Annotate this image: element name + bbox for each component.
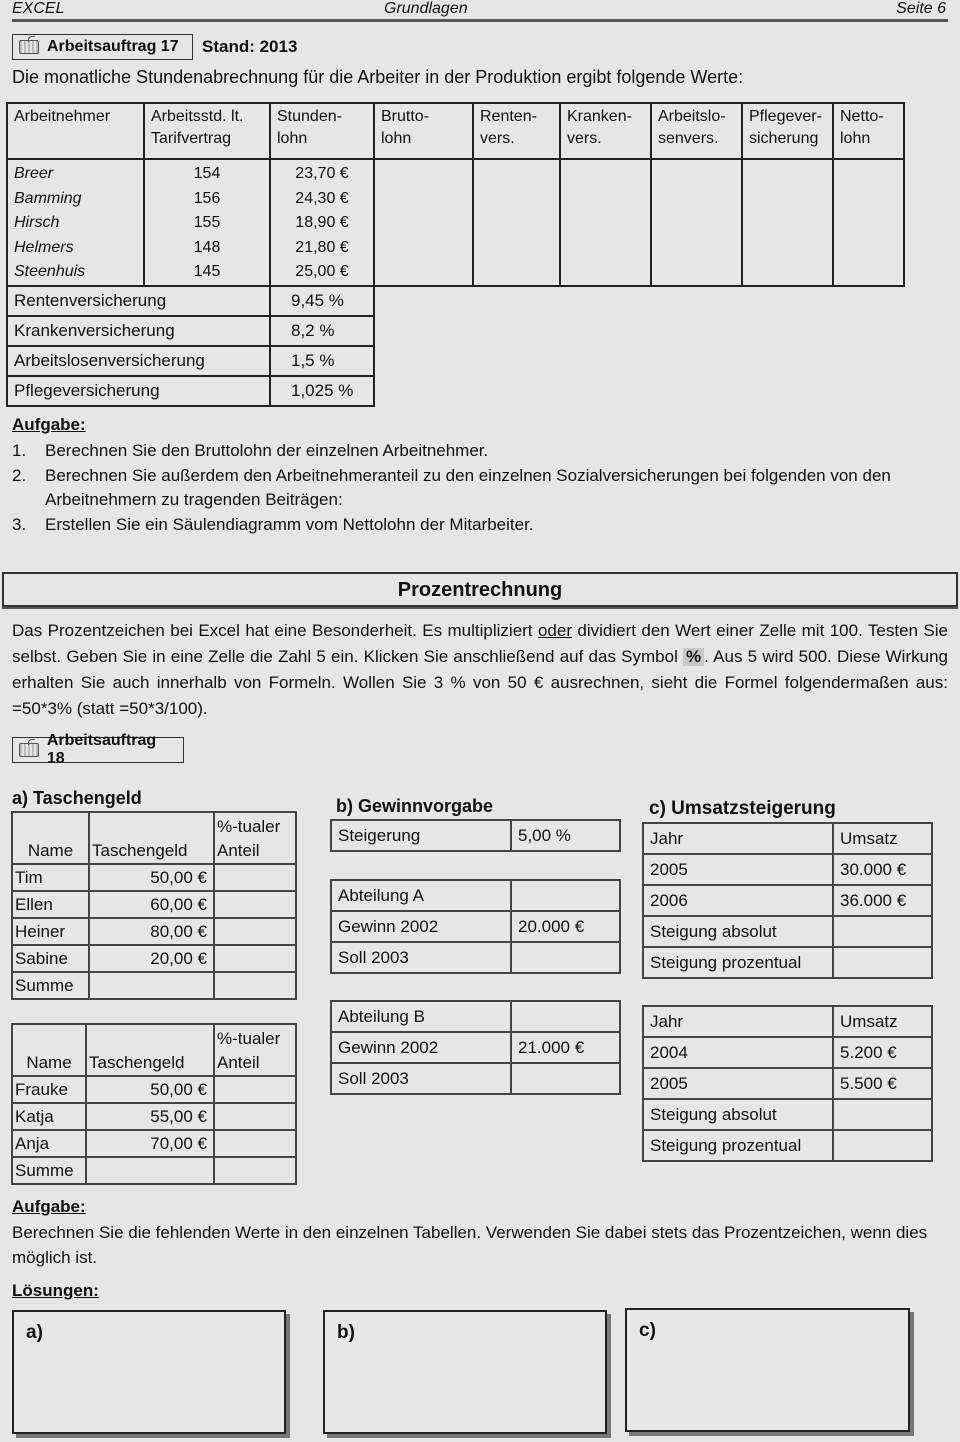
table-cell: 60,00 € — [89, 891, 214, 918]
table-row — [331, 1001, 620, 1032]
table-cell — [374, 346, 904, 376]
rate-label: Krankenversicherung — [7, 316, 270, 346]
page-number: Seite 6 — [896, 0, 946, 17]
wage-table-body — [7, 159, 904, 286]
table-row — [331, 942, 620, 973]
table-row — [643, 823, 932, 854]
task-18-label — [12, 732, 184, 767]
result-cell[interactable] — [833, 1130, 932, 1161]
table-row — [12, 1130, 296, 1157]
col-header: Taschengeld — [86, 1024, 214, 1076]
table-cell: Summe — [12, 1157, 86, 1184]
header-left: EXCEL — [12, 0, 65, 17]
table-cell: Soll 2003 — [331, 1063, 511, 1094]
employee-hours: 154 156 155 148 145 — [144, 159, 270, 286]
task-list — [12, 439, 942, 537]
table-cell — [511, 880, 620, 911]
stand-label: Stand: 2013 — [202, 37, 298, 56]
table-cell: Abteilung B — [331, 1001, 511, 1032]
table-cell — [374, 376, 904, 406]
wage-table-header — [7, 103, 904, 159]
table-cell: 2006 — [643, 885, 833, 916]
share-cell[interactable] — [214, 1130, 296, 1157]
table-cell: 80,00 € — [89, 918, 214, 945]
table-cell: Gewinn 2002 — [331, 911, 511, 942]
section-b-title: b) Gewinnvorgabe — [336, 796, 494, 816]
table-row — [12, 1103, 296, 1130]
result-cell[interactable] — [833, 947, 932, 978]
table-cell: Sabine — [12, 945, 89, 972]
rate-label: Rentenversicherung — [7, 286, 270, 316]
task-item: 2. Berechnen Sie außerdem den Arbeitnehmeranteil zu den einzelnen Sozialversicherungen bei folgenden von den Arbeitnehmern zu tragenden Beiträgen: — [12, 465, 891, 509]
col-header: %-tualer Anteil — [214, 812, 296, 864]
target-cell[interactable] — [511, 1063, 620, 1094]
target-cell[interactable] — [511, 942, 620, 973]
col-header: Arbeitnehmer — [7, 103, 144, 159]
wage-table — [6, 102, 905, 407]
task-17-intro: Die monatliche Stundenabrechnung für die Arbeiter in der Produktion ergibt folgende Werte: — [12, 67, 744, 87]
table-cell: 5.500 € — [833, 1068, 932, 1099]
header-center: Grundlagen — [384, 0, 468, 17]
table-cell: 21.000 € — [511, 1032, 620, 1063]
sum-cell[interactable] — [89, 972, 214, 999]
table-cell: Frauke — [12, 1076, 86, 1103]
task-item: 3. Erstellen Sie ein Säulendiagramm vom Nettolohn der Mitarbeiter. — [12, 514, 534, 534]
table-row — [331, 1063, 620, 1094]
share-cell[interactable] — [214, 1076, 296, 1103]
table-cell: Jahr — [643, 823, 833, 854]
col-header: %-tualer Anteil — [214, 1024, 296, 1076]
table-row — [12, 972, 296, 999]
pflege-cell[interactable] — [742, 159, 833, 286]
table-cell: Umsatz — [833, 1006, 932, 1037]
table-cell: Ellen — [12, 891, 89, 918]
table-cell: 20,00 € — [89, 945, 214, 972]
col-header: Name — [12, 1024, 86, 1076]
table-row — [643, 1099, 932, 1130]
col-header: Arbeitslo- senvers. — [651, 103, 742, 159]
table-cell: Summe — [12, 972, 89, 999]
share-cell[interactable] — [214, 1157, 296, 1184]
table-row — [643, 916, 932, 947]
table-row — [643, 947, 932, 978]
task-heading: Aufgabe: — [12, 415, 86, 434]
share-cell[interactable] — [214, 918, 296, 945]
share-cell[interactable] — [214, 1103, 296, 1130]
table-row — [643, 885, 932, 916]
rate-value: 8,2 % — [270, 316, 374, 346]
revenue-table-1 — [642, 822, 933, 979]
table-cell: Tim — [12, 864, 89, 891]
table-cell: Abteilung A — [331, 880, 511, 911]
table-cell: Heiner — [12, 918, 89, 945]
netto-cell[interactable] — [833, 159, 904, 286]
employee-names: Breer Bamming Hirsch Helmers Steenhuis — [7, 159, 144, 286]
page-header — [12, 0, 948, 22]
table-cell: 5.200 € — [833, 1037, 932, 1068]
task-17-label — [12, 34, 193, 60]
result-cell[interactable] — [833, 916, 932, 947]
col-header: Taschengeld — [89, 812, 214, 864]
table-row — [331, 820, 620, 851]
table-cell: 36.000 € — [833, 885, 932, 916]
kranken-cell[interactable] — [560, 159, 651, 286]
share-cell[interactable] — [214, 864, 296, 891]
arbeitslosen-cell[interactable] — [651, 159, 742, 286]
table-cell: 20.000 € — [511, 911, 620, 942]
table-row — [331, 911, 620, 942]
share-cell[interactable] — [214, 945, 296, 972]
rate-row — [7, 376, 904, 406]
rate-row — [7, 346, 904, 376]
dept-b-table — [330, 1000, 621, 1095]
table-row — [12, 891, 296, 918]
result-cell[interactable] — [833, 1099, 932, 1130]
rate-value: 1,025 % — [270, 376, 374, 406]
section-title: Prozentrechnung — [2, 572, 958, 607]
col-header: Netto- lohn — [833, 103, 904, 159]
col-header: Brutto- lohn — [374, 103, 473, 159]
revenue-table-2 — [642, 1005, 933, 1162]
col-header: Pflegever- sicherung — [742, 103, 833, 159]
col-header: Name — [12, 812, 89, 864]
pocket-money-table-1 — [11, 811, 297, 1000]
table-row — [643, 1006, 932, 1037]
task-17-title: Arbeitsauftrag 17 — [47, 38, 179, 55]
table-cell — [374, 286, 904, 316]
task-item: 1. Berechnen Sie den Bruttolohn der einzelnen Arbeitnehmer. — [12, 441, 489, 460]
solution-box-b[interactable]: b) — [323, 1310, 607, 1434]
keyboard-icon — [19, 743, 39, 757]
col-header: Renten- vers. — [473, 103, 560, 159]
table-cell: Steigung absolut — [643, 1099, 833, 1130]
employee-wage: 23,70 € 24,30 € 18,90 € 21,80 € 25,00 € — [270, 159, 374, 286]
col-header: Stunden- lohn — [270, 103, 374, 159]
share-cell[interactable] — [214, 891, 296, 918]
table-cell: Anja — [12, 1130, 86, 1157]
brutto-cell[interactable] — [374, 159, 473, 286]
renten-cell[interactable] — [473, 159, 560, 286]
table-cell: Katja — [12, 1103, 86, 1130]
table-cell: 5,00 % — [511, 820, 620, 851]
table-cell: Jahr — [643, 1006, 833, 1037]
table-cell: Steigung prozentual — [643, 1130, 833, 1161]
task-18-title: Arbeitsauftrag 18 — [46, 732, 157, 767]
rate-row — [7, 286, 904, 316]
section-a-title: a) Taschengeld — [12, 788, 142, 808]
table-cell: Soll 2003 — [331, 942, 511, 973]
col-header: Arbeitsstd. lt. Tarifvertrag — [144, 103, 270, 159]
table-cell: 2005 — [643, 854, 833, 885]
table-cell: 55,00 € — [86, 1103, 214, 1130]
table-row — [643, 1130, 932, 1161]
keyboard-icon — [19, 40, 39, 54]
table-cell: 50,00 € — [89, 864, 214, 891]
emphasis-oder: oder — [537, 621, 572, 640]
table-row — [331, 880, 620, 911]
table-cell: Steigerung — [331, 820, 511, 851]
share-cell[interactable] — [214, 972, 296, 999]
table-cell — [511, 1001, 620, 1032]
table-cell: 2004 — [643, 1037, 833, 1068]
rate-label: Arbeitslosenversicherung — [7, 346, 270, 376]
table-cell: 30.000 € — [833, 854, 932, 885]
table-cell — [374, 316, 904, 346]
table-row — [12, 918, 296, 945]
table-row — [12, 945, 296, 972]
task-18-text: Berechnen Sie die fehlenden Werte in den einzelnen Tabellen. Verwenden Sie dabei stets das Prozentzeichen, wenn dies möglich ist. — [12, 1223, 928, 1267]
table-cell: Gewinn 2002 — [331, 1032, 511, 1063]
rate-value: 9,45 % — [270, 286, 374, 316]
table-cell: Steigung absolut — [643, 916, 833, 947]
table-cell: Steigung prozentual — [643, 947, 833, 978]
table-row — [643, 854, 932, 885]
col-header: Kranken- vers. — [560, 103, 651, 159]
solution-box-a[interactable]: a) — [12, 1310, 286, 1434]
increase-table — [330, 819, 621, 852]
table-row — [643, 1037, 932, 1068]
sum-cell[interactable] — [86, 1157, 214, 1184]
table-row — [643, 1068, 932, 1099]
rate-label: Pflegeversicherung — [7, 376, 270, 406]
table-row — [331, 1032, 620, 1063]
section-c-title: c) Umsatzsteigerung — [649, 798, 836, 819]
solution-box-c[interactable]: c) — [625, 1308, 910, 1432]
table-cell: Umsatz — [833, 823, 932, 854]
table-cell: 50,00 € — [86, 1076, 214, 1103]
percent-style-icon: % — [683, 648, 704, 666]
dept-a-table — [330, 879, 621, 974]
table-cell: 2005 — [643, 1068, 833, 1099]
rate-value: 1,5 % — [270, 346, 374, 376]
table-row — [12, 1076, 296, 1103]
task-18-heading: Aufgabe: — [12, 1197, 86, 1216]
rate-row — [7, 316, 904, 346]
solutions-heading: Lösungen: — [12, 1281, 99, 1300]
pocket-money-table-2 — [11, 1023, 297, 1185]
table-cell: 70,00 € — [86, 1130, 214, 1157]
section-paragraph: Das Prozentzeichen bei Excel hat eine Besonderheit. Es multipliziert oder dividiert den Wert einer Zelle mit 100. Testen Sie selbst. Geben Sie in eine Zelle die Zahl 5 ein. Klicken Sie anschließend auf das Symbol % . Aus 5 wird 500. Diese Wirkung erhalten Sie auch innerhalb von Formeln. Wollen Sie 3 % von 50 € ausrechnen, sieht die Formel folgendermaßen aus: =50*3% (statt =50*3/100). — [12, 621, 948, 718]
table-row — [12, 1157, 296, 1184]
table-row — [12, 864, 296, 891]
